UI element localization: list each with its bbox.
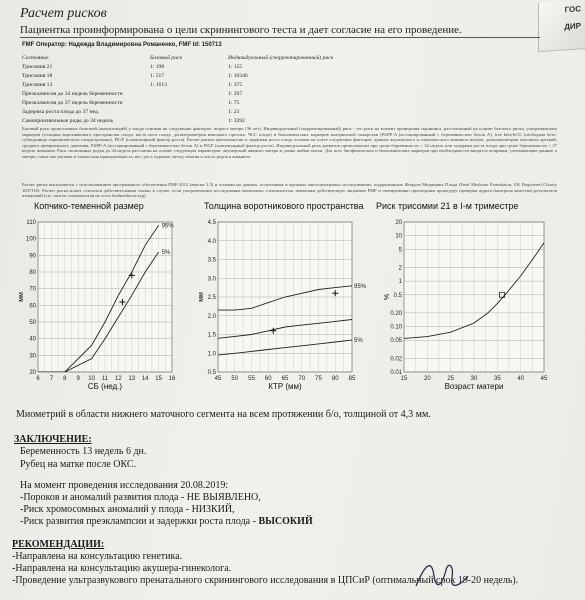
y-tick-label: 4.5: [207, 220, 216, 226]
y-axis-label: мм: [198, 292, 205, 302]
series-label: 5%: [354, 338, 363, 345]
y-tick-label: 2.0: [207, 313, 216, 320]
y-tick-label: 1: [398, 279, 402, 286]
crl-chart: [8, 214, 196, 392]
x-tick-label: 8: [63, 376, 67, 382]
nt-chart-title: Толщина воротникового пространства: [204, 201, 364, 211]
myometrium-note: Миометрий в области нижнего маточного сегмента на всем протяжении б/о, толщиной от 4,3 мм.: [16, 409, 431, 420]
risk-table-header: [22, 55, 368, 64]
cell-individual: 1: 10346: [228, 73, 248, 79]
cell-individual: 1: 375: [228, 82, 243, 88]
conclusion-gestation: Беременность 13 недель 6 дн.: [20, 446, 147, 457]
cell-individual: 1: 23: [228, 109, 240, 115]
x-tick-label: 6: [36, 376, 40, 382]
cell-condition: Трисомия 21: [22, 64, 53, 70]
table-row: [22, 109, 368, 118]
x-axis-label: СБ (нед.): [87, 382, 123, 391]
col-header-condition: Состояние: [22, 55, 49, 61]
conclusion-heading: ЗАКЛЮЧЕНИЕ:: [14, 434, 92, 445]
y-tick-label: 2: [398, 265, 402, 272]
series-label: 95%: [161, 223, 174, 230]
col-header-base-risk: Базовый риск: [150, 55, 183, 61]
y-tick-label: 50: [29, 320, 36, 326]
table-row: [22, 73, 368, 82]
y-tick-label: 3.0: [207, 276, 216, 283]
x-tick-label: 13: [128, 376, 136, 382]
x-tick-label: 12: [115, 376, 122, 382]
crl-chart-title: Копчико-теменной размер: [34, 201, 144, 211]
x-tick-label: 15: [400, 376, 408, 382]
x-axis-label: КТР (мм): [268, 382, 302, 391]
y-axis-label: мм: [18, 292, 25, 302]
y-tick-label: 5: [398, 247, 402, 254]
y-tick-label: 0.01: [390, 370, 402, 376]
y-tick-label: 4.0: [207, 238, 216, 245]
consent-statement: Пациентка проинформирована о цели скринингового теста и дает согласие на его проведение.: [20, 24, 462, 36]
x-tick-label: 9: [76, 376, 80, 382]
y-tick-label: 0.10: [390, 324, 402, 331]
x-tick-label: 65: [281, 376, 289, 382]
x-tick-label: 10: [88, 376, 95, 382]
y-tick-label: 0.05: [390, 338, 402, 345]
x-tick-label: 35: [493, 376, 501, 382]
t21-chart-title: Риск трисомии 21 в I-м триместре: [376, 201, 519, 211]
x-tick-label: 25: [447, 376, 455, 382]
y-tick-label: 1.5: [207, 332, 216, 339]
cell-condition: Задержка роста плода до 37 нед.: [22, 109, 100, 115]
cell-condition: Преэклампсия до 34 недель беременности: [22, 91, 123, 97]
x-tick-label: 55: [248, 376, 255, 382]
cell-condition: Преэклампсия до 37 недель беременности: [22, 100, 123, 106]
x-tick-label: 11: [101, 376, 109, 382]
corner-text-1: ГОС: [564, 4, 581, 15]
x-axis-label: Возраст матери: [444, 382, 504, 391]
x-tick-label: 45: [214, 376, 222, 382]
study-date-line: На момент проведения исследования 20.08.2019:: [20, 480, 229, 491]
y-tick-label: 3.5: [207, 257, 216, 264]
preeclampsia-risk-text: -Риск развития преэклампсии и задержки роста плода -: [20, 516, 259, 527]
recommendation-geneticist: -Направлена на консультацию генетика.: [12, 551, 183, 562]
col-header-individual-risk: Индивидуальный (скорректированный) риск: [228, 55, 334, 61]
series-label: 95%: [354, 283, 367, 290]
y-tick-label: 0.5: [393, 292, 402, 299]
handwritten-signature: [412, 556, 472, 594]
header-divider: [20, 37, 540, 38]
preeclampsia-risk-value: ВЫСОКИЙ: [258, 516, 313, 527]
finding-chromosomal-risk: -Риск хромосомных аномалий у плода - НИЗКИЙ,: [20, 504, 235, 515]
cell-individual: 1: 75: [228, 100, 240, 106]
y-tick-label: 20: [395, 220, 402, 226]
x-tick-label: 50: [231, 376, 239, 382]
x-tick-label: 15: [155, 376, 162, 382]
finding-malformations: -Пороков и аномалий развития плода - НЕ ВЫЯВЛЕНО,: [20, 492, 261, 503]
x-tick-label: 80: [331, 376, 339, 382]
series-label: 5%: [161, 250, 171, 256]
x-tick-label: 20: [423, 376, 431, 382]
y-tick-label: 60: [29, 303, 36, 310]
table-row: [22, 100, 368, 109]
y-tick-label: 100: [25, 236, 36, 243]
cell-individual: 1: 297: [228, 91, 243, 97]
y-tick-label: 0.20: [390, 310, 402, 317]
y-tick-label: 0.5: [207, 370, 216, 376]
x-tick-label: 45: [540, 376, 548, 382]
y-tick-label: 1.0: [207, 351, 216, 358]
y-tick-label: 0.02: [390, 356, 402, 363]
cell-base: 1: 517: [150, 73, 165, 79]
x-tick-label: 60: [264, 376, 272, 382]
x-tick-label: 40: [517, 376, 525, 382]
table-row: [22, 82, 368, 91]
y-tick-label: 90: [29, 253, 36, 260]
y-tick-label: 30: [29, 353, 36, 360]
x-tick-label: 85: [348, 376, 356, 382]
recommendations-heading: РЕКОМЕНДАЦИИ:: [12, 539, 105, 550]
cell-base: [150, 91, 228, 100]
y-axis-label: %: [384, 293, 391, 301]
cell-base: 1: 198: [150, 64, 165, 70]
y-tick-label: 80: [29, 270, 36, 276]
page-title: Расчет рисков: [20, 6, 107, 21]
cell-condition: Трисомия 18: [22, 73, 53, 79]
t21-chart: [372, 214, 557, 392]
cell-base: 1: 1613: [150, 82, 167, 88]
y-tick-label: 20: [29, 370, 36, 376]
y-tick-label: 40: [29, 336, 36, 343]
x-tick-label: 16: [168, 376, 176, 382]
table-row: [22, 64, 368, 73]
x-tick-label: 70: [298, 376, 306, 382]
page-corner-stamp: [538, 0, 585, 52]
cell-condition: Самопроизвольные роды до 34 недель: [22, 118, 114, 124]
cell-condition: Трисомия 13: [22, 82, 53, 88]
nt-chart: [196, 214, 372, 392]
finding-preeclampsia-risk: [20, 516, 313, 528]
recommendation-obgyn: -Направлена на консультацию акушера-гинеколога.: [12, 563, 232, 574]
x-tick-label: 7: [49, 376, 54, 382]
software-disclaimer-paragraph: Расчет риска выполняется с использованием программного обеспечения FMF-2012 (версия 3.5) и основан на данных, полученных в крупных многоцентровых исследованиях, поддержанных Фондом Медицины Плода (Fetal Medicine Foundation, UK Registered Charity 1037116). Расчет риска может считаться действительным только в случае, если ультразвуковое исследование выполнено специалистом, имеющим действующую лицензию FMF и своевременно прошедшим процедуру проверки аудита (контроля качества) результатов измерений (см. список специалистов на www.fetalmedicine.org).: [22, 182, 557, 199]
operator-line: FMF Оператор: Надежда Владимировна Романенко, FMF Id: 150713: [22, 42, 222, 48]
table-row: [22, 91, 368, 100]
recommendation-second-screening: -Проведение ультразвукового пренатального скринингового исследования в ЦПСиР (оптимальный срок 19-20 недель).: [12, 575, 519, 586]
cell-base: [150, 109, 228, 118]
x-tick-label: 30: [470, 376, 478, 382]
cell-base: [150, 100, 228, 109]
risk-table: [22, 55, 368, 127]
cell-individual: 1: 3392: [228, 118, 245, 124]
y-tick-label: 110: [26, 220, 36, 226]
y-tick-label: 70: [29, 286, 36, 293]
risk-explanation-paragraph: Базовый риск хромосомных болезней (анеуплоидий) у плода основан на следующих факторах: возраст матери (36 лет). Индивидуальный (скорректированный) риск - это риск на момент проведения скрининга, рассчитанный на основе базового риска, ультразвуковых маркеров (толщина воротникового пространства плода, кость носа плода, допплерометрия венозного протока, ЧСС плода) и биохимических маркеров материнской сыворотки (PAPP-A (ассоциированный с беременностью белок А), free beta-hCG (свободная бета-субъединица хорионического гонадотропина), PlGF (плацентарный фактор роста). Расчет рисков преэклампсии и задержки роста плода основан на учете следующих факторов: данных акушерского и соматического анамнеза матери, допплерометрии маточных артерий, среднего артериального давления, PAPP-A (ассоциированный с беременностью белок А) и PlGF (плацентарный фактор роста). Индивидуальный риск развития преэклампсии при сроке беременности < 34 недель или задержки роста плода при сроке беременности < 37 недель повышен. Риск спонтанных родов до 34 недель рассчитан на основе следующих параметров: акушерский анамнез матери и длина шейки матки. Для всех биофизических и биохимических маркеров при необходимости вводятся поправки, учитывающие данные о матери, такие как расовая и этническая принадлежность, вес, рост, курение, метод зачатия и число родов в анамнезе.: [22, 126, 557, 159]
cell-individual: 1: 155: [228, 64, 243, 70]
y-tick-label: 2.5: [207, 295, 216, 301]
y-tick-label: 10: [395, 233, 402, 240]
x-tick-label: 75: [315, 376, 322, 382]
x-tick-label: 14: [141, 376, 149, 382]
conclusion-scar: Рубец на матке после ОКС.: [20, 459, 137, 470]
corner-text-2: ДИР: [564, 21, 581, 32]
